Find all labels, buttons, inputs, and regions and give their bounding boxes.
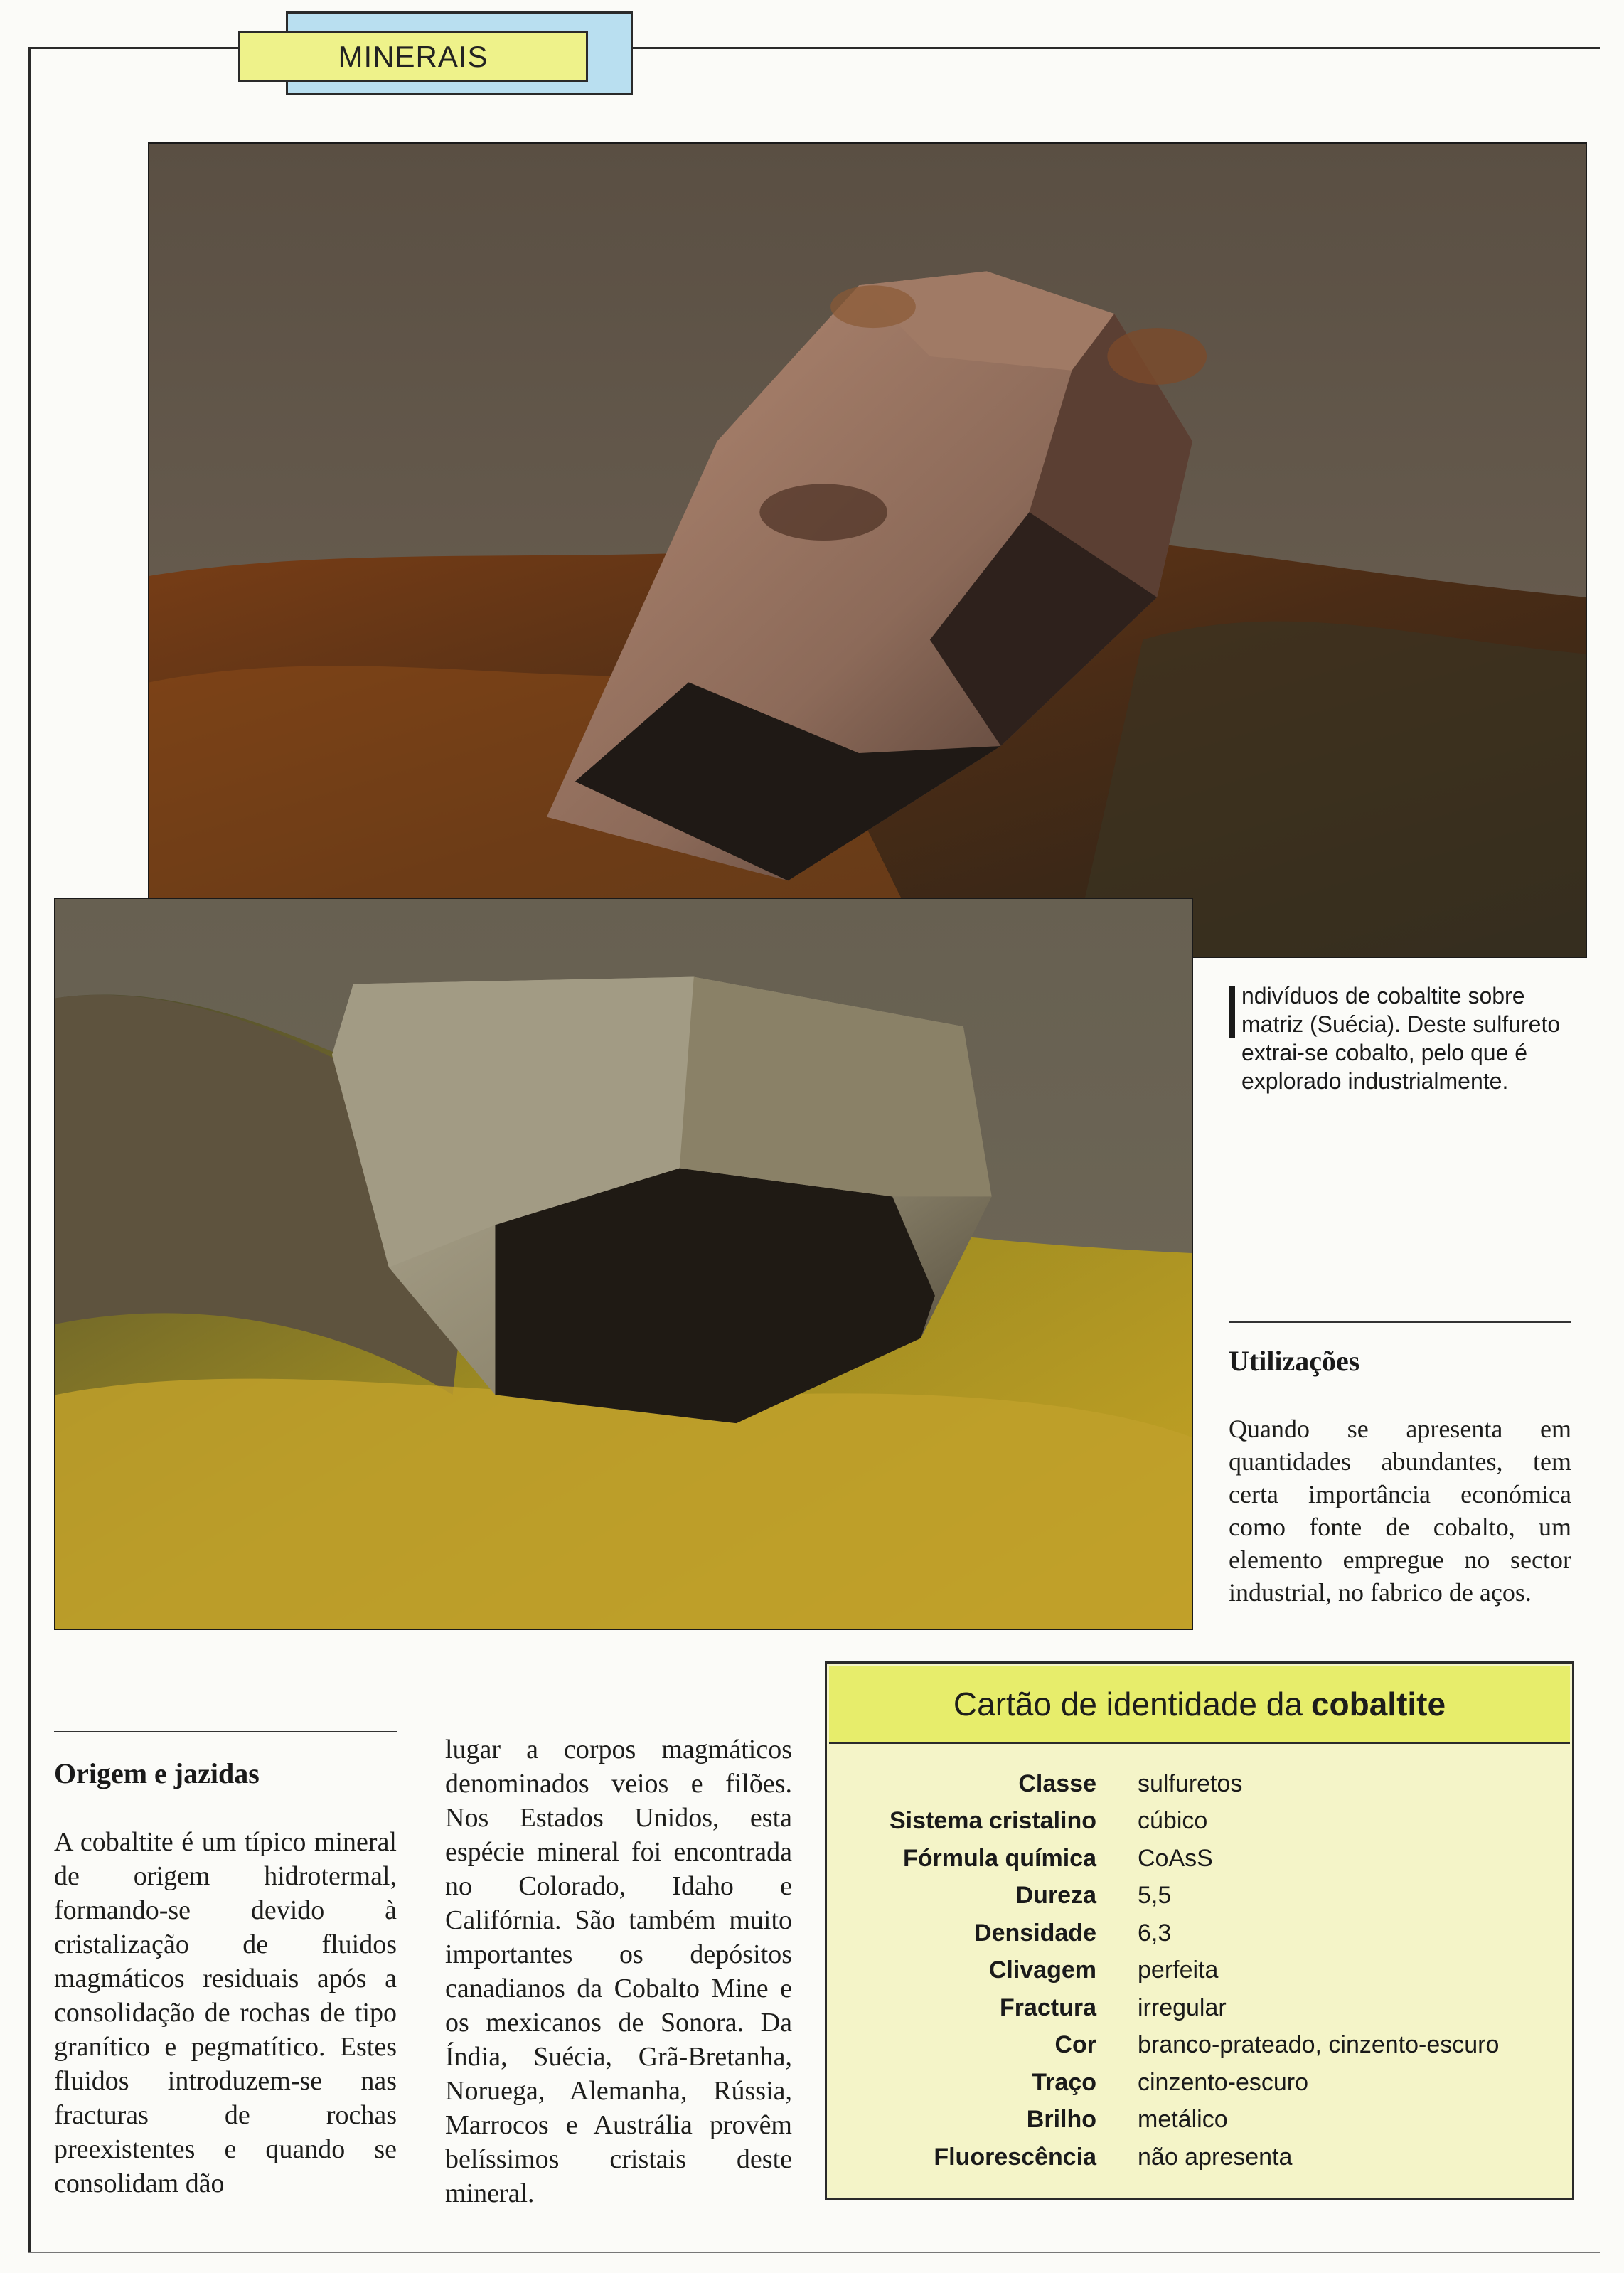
- cobaltite-crystal-photo-icon: [149, 144, 1586, 957]
- property-value: 6,3: [1138, 1919, 1172, 1947]
- property-value: CoAsS: [1138, 1844, 1213, 1872]
- identity-card-row: [829, 2139, 1569, 2176]
- property-value: não apresenta: [1138, 2143, 1293, 2171]
- origem-paragraph-2: lugar a corpos magmáticos denominados veios e filões. Nos Estados Unidos, esta espécie mineral foi encontrada no Colorado, Idaho e Califórnia. São também muito importantes os depósitos canadianos da Cobalto Mine e os mexicanos de Sonora. Da Índia, Suécia, Grã-Bretanha, Noruega, Alemanha, Rússia, Marrocos e Austrália provêm belíssimos cristais deste mineral.: [445, 1735, 792, 2208]
- property-label: Traço: [1032, 2068, 1096, 2096]
- page-frame-left: [28, 47, 31, 2252]
- identity-card-row: [829, 1765, 1569, 1803]
- identity-card-title: [829, 1666, 1570, 1744]
- property-value: branco-prateado, cinzento-escuro: [1138, 2031, 1500, 2059]
- section-tab: MINERAIS: [238, 31, 588, 82]
- identity-card-title-mineral: cobaltite: [1310, 1685, 1446, 1723]
- utilizacoes-rule: [1229, 1321, 1571, 1323]
- identity-card-row: [829, 2102, 1569, 2139]
- property-label: Densidade: [974, 1919, 1096, 1947]
- photo-caption: [1229, 981, 1584, 1095]
- property-label: Fractura: [999, 1993, 1096, 2021]
- property-label: Fórmula química: [902, 1844, 1096, 1872]
- cobaltite-crystal-photo-icon: [55, 899, 1192, 1629]
- identity-card-row: [829, 2027, 1569, 2065]
- property-label: Fluorescência: [934, 2143, 1096, 2171]
- identity-card-row: [829, 1803, 1569, 1841]
- origem-column-1: [54, 1825, 397, 2200]
- property-label: Brilho: [1026, 2106, 1096, 2134]
- utilizacoes-paragraph: Quando se apresenta em quantidades abundantes, tem certa importância económica como fonte de cobalto, um elemento empregue no sector industrial, no fabrico de aços.: [1229, 1415, 1571, 1607]
- property-label: Clivagem: [988, 1957, 1096, 1984]
- property-value: perfeita: [1138, 1957, 1219, 1984]
- property-value: metálico: [1138, 2106, 1228, 2134]
- property-label: Dureza: [1015, 1882, 1096, 1910]
- property-label: Classe: [1018, 1769, 1096, 1797]
- property-value: cinzento-escuro: [1138, 2068, 1309, 2096]
- origem-title: Origem e jazidas: [54, 1757, 260, 1789]
- identity-card-row: [829, 2064, 1569, 2102]
- property-value: cúbico: [1138, 1807, 1208, 1835]
- origem-paragraph-1: A cobaltite é um típico mineral de origem hidrotermal, formando-se devido à cristalização de fluidos magmáticos residuais após a consolidação de rochas de tipo granítico e pegmatítico. Estes fluidos introduzem-se nas fracturas de rochas preexistentes e quando se consolidam dão: [54, 1827, 397, 2198]
- identity-card-rows: [829, 1765, 1569, 2176]
- identity-card-row: [829, 1989, 1569, 2027]
- property-label: Sistema cristalino: [889, 1807, 1096, 1835]
- identity-card-row: [829, 1915, 1569, 1952]
- caption-initial: [1229, 986, 1235, 1038]
- identity-card-row: [829, 1840, 1569, 1878]
- origem-rule: [54, 1731, 397, 1732]
- property-value: 5,5: [1138, 1882, 1172, 1910]
- identity-card-row: [829, 1878, 1569, 1915]
- identity-card-title-prefix: Cartão de identidade da: [953, 1685, 1303, 1723]
- page-frame-bottom: [28, 2252, 1600, 2253]
- utilizacoes-title: Utilizações: [1229, 1345, 1360, 1377]
- caption-text: ndivíduos de cobaltite sobre matriz (Suécia). Deste sulfureto extrai-se cobalto, pelo que é explorado industrialmente.: [1241, 983, 1561, 1094]
- photo-cobaltite-bottom: [54, 898, 1193, 1630]
- utilizacoes-text: [1229, 1412, 1571, 1609]
- property-value: sulfuretos: [1138, 1769, 1243, 1797]
- property-label: Cor: [1054, 2031, 1096, 2059]
- identity-card-row: [829, 1952, 1569, 1990]
- origem-column-2: [445, 1732, 792, 2210]
- property-value: irregular: [1138, 1993, 1227, 2021]
- photo-cobaltite-top: [148, 142, 1587, 958]
